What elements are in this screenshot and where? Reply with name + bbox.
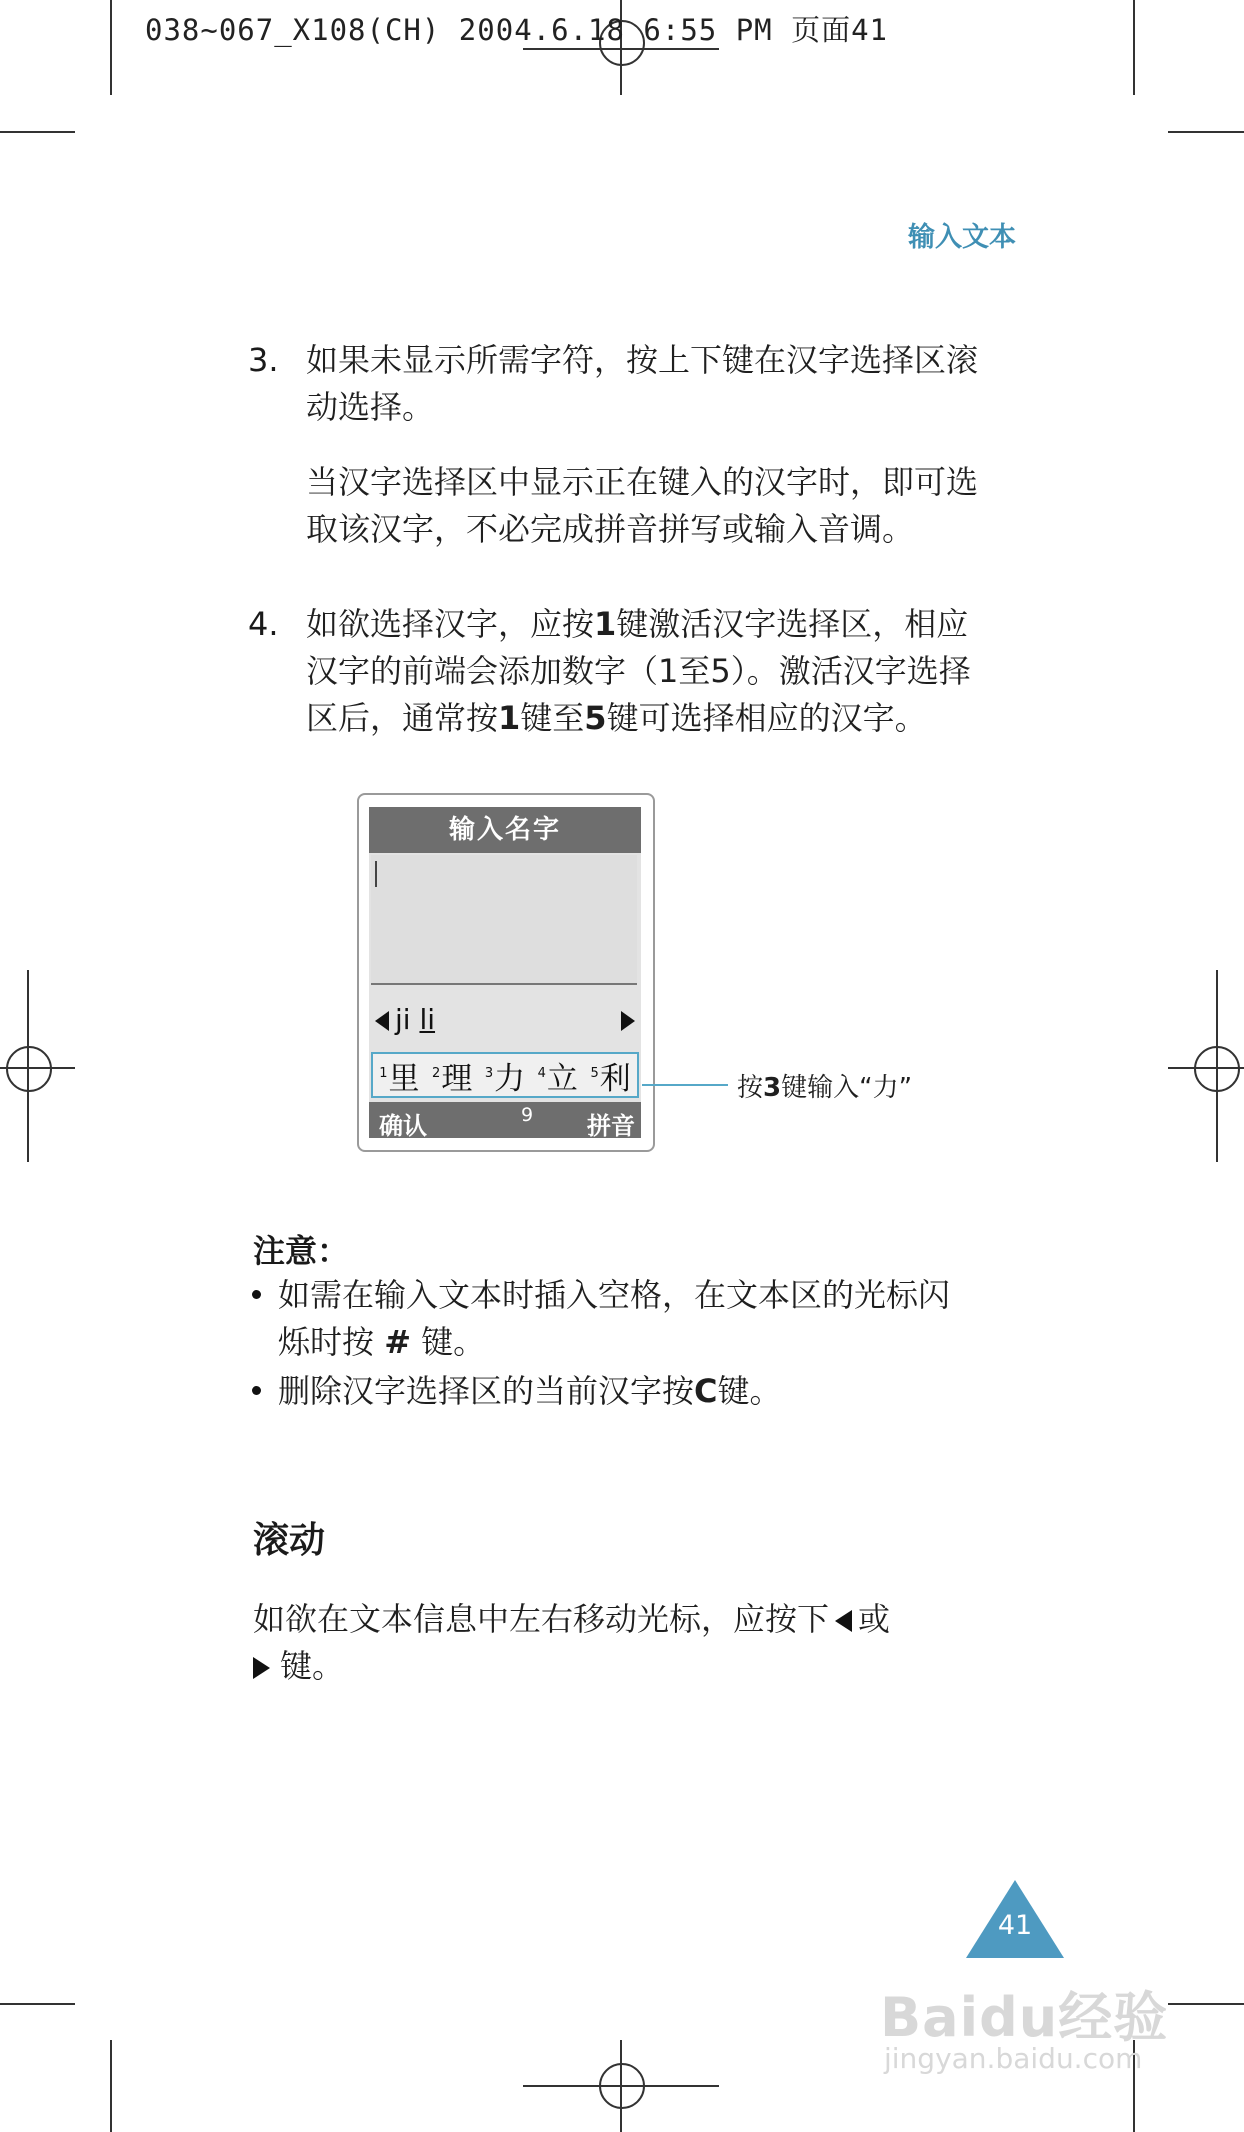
- text-span: 键激活汉字选择区，相应: [616, 605, 969, 643]
- registration-mark-right: [1192, 1044, 1242, 1094]
- text-span: 键输入“力”: [781, 1073, 913, 1103]
- step-3-number: 3.: [248, 341, 279, 379]
- bullet-icon: [252, 1386, 261, 1395]
- callout-text: [737, 1067, 912, 1104]
- text-entry-area: [371, 855, 637, 985]
- text-line: 动选择。: [306, 388, 435, 426]
- candidate-3: [485, 1053, 525, 1098]
- baidu-watermark: Baidu经验: [880, 1986, 1169, 2049]
- text-span: 区后，通常按: [306, 699, 499, 737]
- candidate-number: 2: [432, 1065, 441, 1081]
- pinyin-option: ji: [395, 1003, 411, 1036]
- registration-mark-bottom: [597, 2061, 647, 2111]
- text-span: 键。: [717, 1372, 782, 1410]
- watermark-url: jingyan.baidu.com: [884, 2042, 1143, 2075]
- crop-mark: [1133, 0, 1135, 95]
- key-label: 1: [498, 699, 521, 737]
- key-label: 1: [594, 605, 617, 643]
- text-span: 如欲在文本信息中左右移动光标，应按下: [253, 1600, 830, 1638]
- crop-mark: [0, 2003, 75, 2005]
- candidate-5: [590, 1053, 630, 1098]
- crop-mark: [110, 2040, 112, 2132]
- candidate-number: 4: [537, 1065, 546, 1081]
- candidate-2: [432, 1053, 472, 1098]
- right-arrow-icon: [621, 1011, 635, 1031]
- candidate-number: 5: [590, 1065, 599, 1081]
- text-cursor: [375, 861, 377, 887]
- candidate-number: 3: [484, 1065, 494, 1081]
- candidate-1: [379, 1053, 419, 1098]
- bullet-icon: [252, 1290, 261, 1299]
- candidate-char: 立: [546, 1060, 578, 1097]
- scroll-text: [253, 1596, 1033, 1690]
- scroll-heading: 滚动: [253, 1520, 326, 1561]
- text-span: 烁时按: [278, 1323, 375, 1361]
- text-line: [306, 695, 1046, 742]
- text-span: 如欲选择汉字，应按: [306, 605, 595, 643]
- callout-line: [642, 1084, 728, 1086]
- phone-screen: [369, 807, 641, 1138]
- print-slug: 038~067_X108(CH) 2004.6.18 6:55 PM 页面41: [145, 13, 889, 47]
- text-line: 如果未显示所需字符，按上下键在汉字选择区滚: [306, 341, 979, 379]
- text-span: 键。: [421, 1323, 486, 1361]
- step-3-extra: [306, 459, 1026, 553]
- pinyin-row: [369, 1003, 641, 1043]
- softkey-confirm: 确认: [379, 1112, 427, 1140]
- step-4-text: [306, 601, 1046, 742]
- candidate-char: 利: [599, 1060, 631, 1097]
- softkey-bar: [369, 1102, 641, 1138]
- section-title: 输入文本: [908, 222, 1016, 253]
- key-label: #: [384, 1323, 411, 1361]
- step-4-number: 4.: [248, 605, 279, 643]
- left-key-icon: [835, 1610, 852, 1632]
- char-count: 9: [521, 1104, 534, 1126]
- candidate-selection-box: [371, 1052, 639, 1098]
- key-label: 5: [584, 699, 607, 737]
- text-span: 键。: [280, 1647, 345, 1685]
- note-bullet-1: [278, 1272, 1038, 1366]
- text-line: 取该汉字，不必完成拼音拼写或输入音调。: [306, 510, 915, 548]
- candidate-number: 1: [379, 1065, 388, 1081]
- text-span: 删除汉字选择区的当前汉字按: [278, 1372, 695, 1410]
- text-line: [253, 1596, 1033, 1643]
- note-title: 注意：: [253, 1232, 350, 1270]
- text-span: 键至: [520, 699, 585, 737]
- candidate-char: 理: [441, 1060, 473, 1097]
- crop-mark: [0, 131, 75, 133]
- key-label: C: [694, 1372, 718, 1410]
- page-number: 41: [997, 1910, 1033, 1941]
- text-line: [253, 1643, 1033, 1690]
- registration-mark-left: [4, 1044, 54, 1094]
- text-line: 汉字的前端会添加数字（1至5）。激活汉字选择: [306, 652, 971, 690]
- left-arrow-icon: [375, 1011, 389, 1031]
- text-line: [278, 1319, 1038, 1366]
- text-line: [306, 601, 1046, 648]
- text-span: 按: [737, 1073, 764, 1103]
- text-span: 键可选择相应的汉字。: [606, 699, 927, 737]
- text-span: 或: [858, 1600, 891, 1638]
- text-line: 当汉字选择区中显示正在键入的汉字时，即可选: [306, 463, 979, 501]
- screen-title: 输入名字: [369, 807, 641, 853]
- key-label: 3: [763, 1073, 782, 1103]
- candidate-char: 里: [388, 1060, 420, 1097]
- crop-mark: [110, 0, 112, 95]
- candidate-char: 力: [494, 1060, 526, 1097]
- step-3-text: [306, 337, 1026, 431]
- crop-mark: [1168, 2003, 1244, 2005]
- phone-screen-illustration: [357, 793, 655, 1152]
- pinyin-options: [395, 1003, 435, 1036]
- candidate-4: [538, 1053, 578, 1098]
- note-bullet-2: [278, 1368, 1038, 1415]
- pinyin-option-selected: li: [419, 1003, 436, 1036]
- right-key-icon: [253, 1657, 270, 1679]
- crop-mark: [1168, 131, 1244, 133]
- softkey-pinyin: 拼音: [587, 1112, 635, 1140]
- text-line: 如需在输入文本时插入空格，在文本区的光标闪: [278, 1276, 951, 1314]
